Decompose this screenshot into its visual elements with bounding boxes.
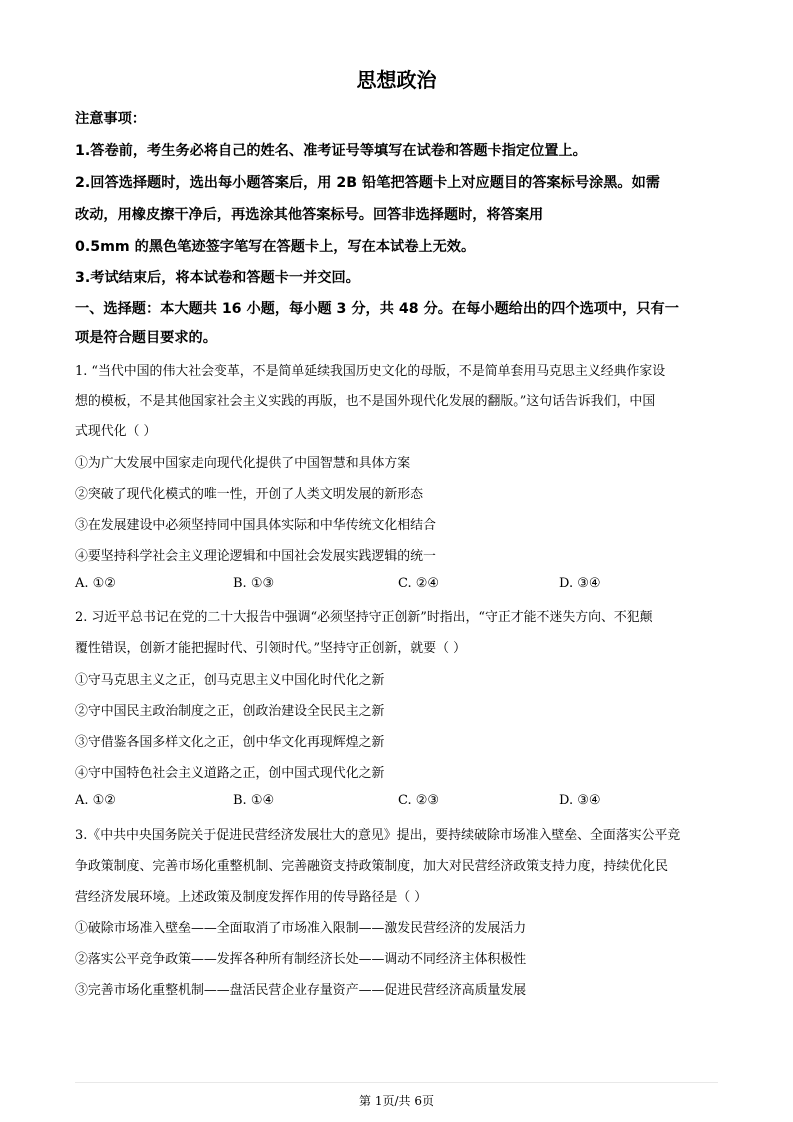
footer-divider <box>75 1082 718 1083</box>
q2-item: ①守马克思主义之正，创马克思主义中国化时代化之新 <box>75 673 385 688</box>
q2-option-a: A. ①② <box>75 793 116 808</box>
q1-option-d: D. ③④ <box>559 576 601 591</box>
q2-item: ④守中国特色社会主义道路之正，创中国式现代化之新 <box>75 766 385 781</box>
notice-line: 1.答卷前，考生务必将自己的姓名、准考证号等填写在试卷和答题卡指定位置上。 <box>75 143 587 159</box>
q2-option-c: C. ②③ <box>398 793 440 808</box>
q1-option-c: C. ②④ <box>398 576 440 591</box>
q3-item: ①破除市场准入壁垒——全面取消了市场准入限制——激发民营经济的发展活力 <box>75 921 527 936</box>
page-number: 第 1页/共 6页 <box>359 1094 434 1108</box>
q1-option-a: A. ①② <box>75 576 116 591</box>
q1-stem: 式现代化（ ） <box>75 424 157 439</box>
q2-item: ③守借鉴各国多样文化之正，创中华文化再现辉煌之新 <box>75 735 385 750</box>
q3-stem: 争政策制度、完善市场化重整机制、完善融资支持政策制度，加大对民营经济政策支持力度，持续优化民 <box>75 859 668 874</box>
q2-stem: 2. 习近平总书记在党的二十大报告中强调“必须坚持守正创新”时指出，“守正才能不迷失方向、不犯颠 <box>75 610 653 625</box>
notice-line: 2.回答选择题时，选出每小题答案后，用 2B 铅笔把答题卡上对应题目的答案标号涂黑。如需 <box>75 175 660 191</box>
q1-item: ②突破了现代化模式的唯一性，开创了人类文明发展的新形态 <box>75 487 424 502</box>
notice-line: 3.考试结束后，将本试卷和答题卡一并交回。 <box>75 270 360 286</box>
q1-item: ③在发展建设中必须坚持同中国具体实际和中华传统文化相结合 <box>75 518 436 533</box>
section-heading: 一、选择题：本大题共 16 小题，每小题 3 分，共 48 分。在每小题给出的四个选项中，只有一 <box>75 301 679 317</box>
q3-stem: 营经济发展环境。上述政策及制度发挥作用的传导路径是（ ） <box>75 890 428 905</box>
q1-item: ④要坚持科学社会主义理论逻辑和中国社会发展实践逻辑的统一 <box>75 549 436 564</box>
q3-stem: 3.《中共中央国务院关于促进民营经济发展壮大的意见》提出，要持续破除市场准入壁垒、全面落实公平竞 <box>75 828 681 843</box>
q2-item: ②守中国民主政治制度之正，创政治建设全民民主之新 <box>75 704 385 719</box>
q2-option-d: D. ③④ <box>559 793 601 808</box>
notice-line: 0.5mm 的黑色笔迹签字笔写在答题卡上，写在本试卷上无效。 <box>75 239 476 255</box>
q1-option-b: B. ①③ <box>233 576 275 591</box>
page-title: 思想政治 <box>356 68 437 92</box>
q1-stem: 1. “当代中国的伟大社会变革，不是简单延续我国历史文化的母版，不是简单套用马克思主义经典作家设 <box>75 364 666 379</box>
q2-option-b: B. ①④ <box>233 793 275 808</box>
section-heading: 项是符合题目要求的。 <box>75 330 217 346</box>
q1-stem: 想的模板，不是其他国家社会主义实践的再版，也不是国外现代化发展的翻版。”这句话告诉我们，中国 <box>75 394 656 409</box>
q3-item: ②落实公平竞争政策——发挥各种所有制经济长处——调动不同经济主体积极性 <box>75 952 527 967</box>
notice-heading: 注意事项： <box>75 111 146 127</box>
q2-stem: 覆性错误，创新才能把握时代、引领时代。”坚持守正创新，就要（ ） <box>75 641 466 656</box>
q1-item: ①为广大发展中国家走向现代化提供了中国智慧和具体方案 <box>75 456 411 471</box>
notice-line: 改动，用橡皮擦干净后，再选涂其他答案标号。回答非选择题时，将答案用 <box>75 207 544 223</box>
q3-item: ③完善市场化重整机制——盘活民营企业存量资产——促进民营经济高质量发展 <box>75 983 527 998</box>
